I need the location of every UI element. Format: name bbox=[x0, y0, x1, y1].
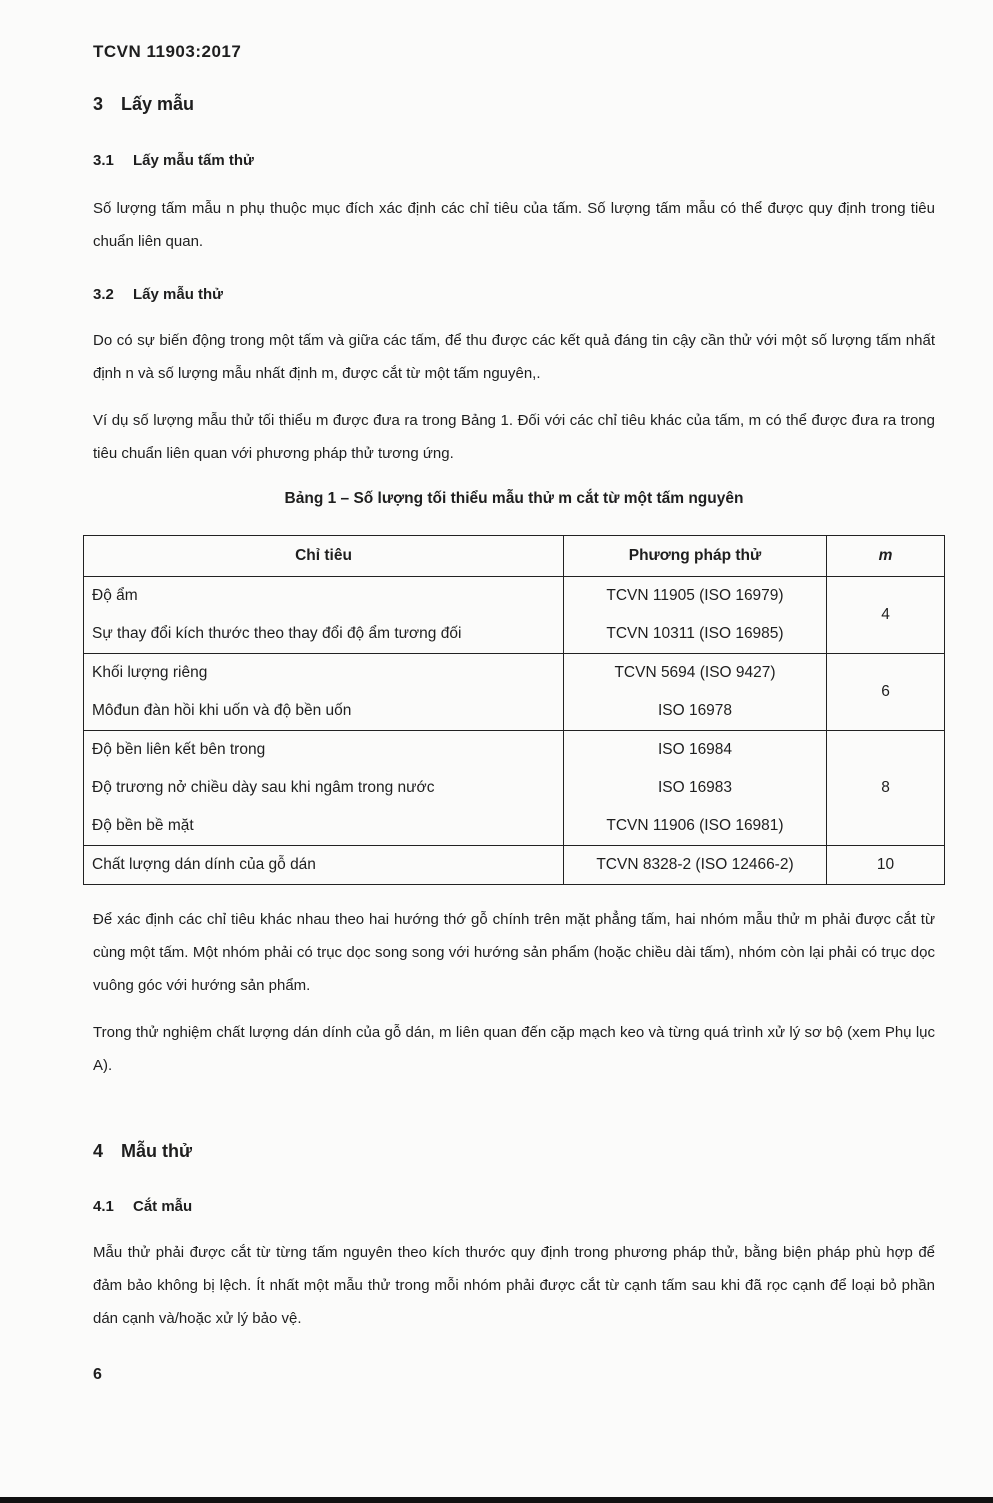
sample-count-table bbox=[83, 535, 945, 885]
section-title: Lấy mẫu thử bbox=[133, 286, 224, 303]
section-4-heading bbox=[93, 1141, 192, 1162]
paragraph: Ví dụ số lượng mẫu thử tối thiểu m được đưa ra trong Bảng 1. Đối với các chỉ tiêu khác của tấm, m có thể được đưa ra trong tiêu chuẩn liên quan với phương pháp thử tương ứng. bbox=[93, 412, 935, 462]
test-method: TCVN 11905 (ISO 16979) bbox=[606, 587, 784, 604]
criterion: Sự thay đổi kích thước theo thay đổi độ ẩm tương đối bbox=[92, 625, 462, 642]
test-method: TCVN 11906 (ISO 16981) bbox=[606, 817, 784, 834]
section-number: 3 bbox=[93, 94, 104, 114]
column-header: m bbox=[827, 536, 945, 577]
section-title: Lấy mẫu tấm thử bbox=[133, 152, 254, 169]
page-number: 6 bbox=[93, 1366, 102, 1383]
test-method: ISO 16978 bbox=[657, 702, 733, 719]
section-4-1-heading bbox=[93, 1198, 192, 1215]
document-header: TCVN 11903:2017 bbox=[93, 42, 242, 61]
scan-edge bbox=[0, 1497, 993, 1503]
table-row bbox=[84, 846, 945, 885]
column-header: Chỉ tiêu bbox=[84, 536, 564, 577]
criterion: Môđun đàn hồi khi uốn và độ bền uốn bbox=[92, 702, 352, 719]
test-method: ISO 16983 bbox=[657, 779, 733, 796]
table-row bbox=[84, 654, 945, 731]
section-number: 4.1 bbox=[93, 1198, 114, 1215]
table-row bbox=[84, 731, 945, 846]
section-title: Mẫu thử bbox=[121, 1141, 193, 1161]
section-3-2-heading bbox=[93, 286, 223, 303]
criterion: Độ trương nở chiều dày sau khi ngâm trong nước bbox=[92, 779, 435, 796]
paragraph: Do có sự biến động trong một tấm và giữa các tấm, để thu được các kết quả đáng tin cậy cần thử với một số lượng tấm nhất định n và số lượng mẫu nhất định m, được cắt từ một tấm nguyên,. bbox=[93, 332, 935, 382]
table-header-row bbox=[84, 536, 945, 577]
criterion: Độ bền liên kết bên trong bbox=[92, 741, 266, 758]
m-value: 8 bbox=[827, 731, 945, 846]
criterion: Độ ẩm bbox=[92, 587, 138, 604]
criterion: Khối lượng riêng bbox=[92, 664, 208, 681]
criterion: Độ bền bề mặt bbox=[92, 817, 194, 834]
test-method: TCVN 5694 (ISO 9427) bbox=[614, 664, 776, 681]
m-value: 6 bbox=[827, 654, 945, 731]
section-number: 4 bbox=[93, 1141, 104, 1161]
section-title: Cắt mẫu bbox=[133, 1198, 193, 1215]
section-3-heading bbox=[93, 94, 194, 115]
section-number: 3.1 bbox=[93, 152, 114, 169]
test-method: TCVN 10311 (ISO 16985) bbox=[606, 625, 784, 642]
test-method: TCVN 8328-2 (ISO 12466-2) bbox=[596, 856, 794, 873]
table-caption: Bảng 1 – Số lượng tối thiểu mẫu thử m cắt từ một tấm nguyên bbox=[284, 490, 744, 507]
table-row bbox=[84, 577, 945, 654]
paragraph: Số lượng tấm mẫu n phụ thuộc mục đích xác định các chỉ tiêu của tấm. Số lượng tấm mẫu có thể được quy định trong tiêu chuẩn liên quan. bbox=[93, 200, 935, 250]
paragraph: Trong thử nghiệm chất lượng dán dính của gỗ dán, m liên quan đến cặp mạch keo và từng quá trình xử lý sơ bộ (xem Phụ lục A). bbox=[93, 1024, 935, 1074]
criterion: Chất lượng dán dính của gỗ dán bbox=[92, 856, 316, 873]
section-3-1-heading bbox=[93, 152, 254, 169]
section-title: Lấy mẫu bbox=[121, 94, 195, 114]
paragraph: Mẫu thử phải được cắt từ từng tấm nguyên theo kích thước quy định trong phương pháp thử, bằng biện pháp phù hợp để đảm bảo không bị lệch. Ít nhất một mẫu thử trong mỗi nhóm phải được cắt từ cạnh tấm sau khi đã rọc cạnh để loại bỏ phần dán cạnh và/hoặc xử lý bảo vệ. bbox=[93, 1244, 935, 1327]
m-value: 10 bbox=[827, 846, 945, 885]
test-method: ISO 16984 bbox=[657, 741, 733, 758]
m-value: 4 bbox=[827, 577, 945, 654]
paragraph: Để xác định các chỉ tiêu khác nhau theo hai hướng thớ gỗ chính trên mặt phẳng tấm, hai nhóm mẫu thử m phải được cắt từ cùng một tấm. Một nhóm phải có trục dọc song song với hướng sản phẩm (hoặc chiều dài tấm), nhóm còn lại phải có trục dọc vuông góc với hướng sản phẩm. bbox=[93, 911, 935, 994]
section-number: 3.2 bbox=[93, 286, 114, 303]
column-header: Phương pháp thử bbox=[564, 536, 827, 577]
